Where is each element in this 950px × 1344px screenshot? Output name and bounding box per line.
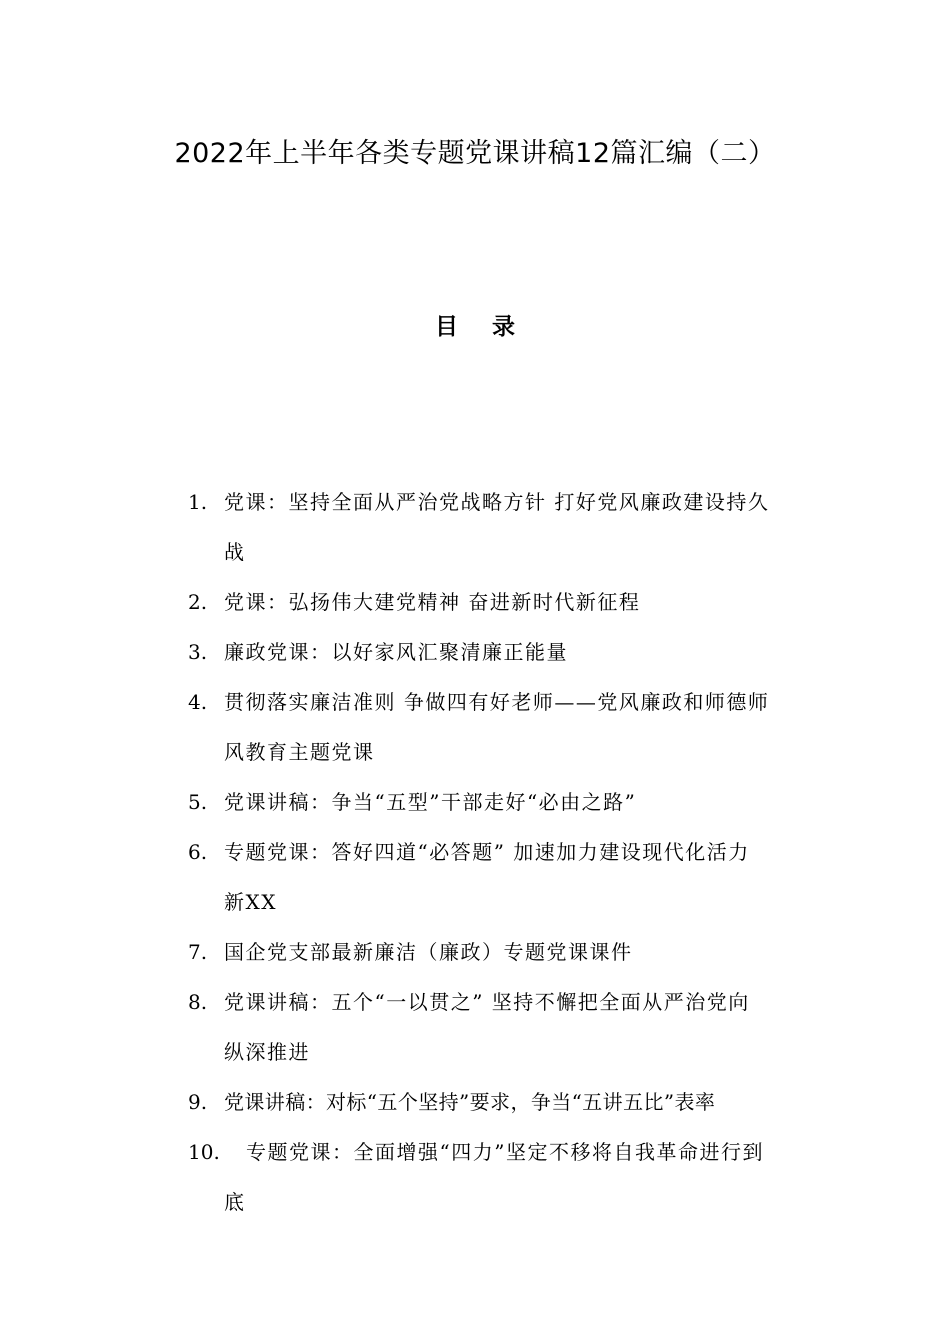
toc-item-3[interactable]	[0, 627, 950, 677]
toc-item-number: 8.	[188, 990, 208, 1014]
toc-item-number: 4.	[188, 690, 208, 714]
toc-item-9[interactable]	[0, 1077, 950, 1127]
toc-item-line: 新XX	[224, 890, 277, 914]
toc-item-number: 9.	[188, 1090, 208, 1114]
toc-item-text	[224, 477, 804, 577]
toc-item-text	[224, 1077, 804, 1127]
toc-item-7[interactable]	[0, 927, 950, 977]
toc-item-6[interactable]	[0, 827, 950, 927]
toc-item-8[interactable]	[0, 977, 950, 1077]
toc-heading-char-2: 录	[492, 314, 515, 340]
toc-item-text	[224, 927, 804, 977]
toc-item-text	[224, 1127, 806, 1227]
document-title: 2022年上半年各类专题党课讲稿12篇汇编（二）	[174, 138, 776, 169]
toc-item-text	[224, 677, 804, 777]
toc-item-10[interactable]	[0, 1127, 950, 1227]
toc-item-number: 6.	[188, 840, 208, 864]
toc-item-4[interactable]	[0, 677, 950, 777]
toc-item-line: 战	[224, 540, 246, 564]
toc-item-line: 底	[224, 1190, 246, 1214]
toc-heading-char-1: 目	[435, 314, 458, 340]
toc-item-line: 纵深推进	[224, 1040, 310, 1064]
toc-item-line: 贯彻落实廉洁准则 争做四有好老师——党风廉政和师德师	[224, 690, 770, 714]
toc-list	[0, 477, 950, 1227]
toc-item-text	[224, 977, 804, 1077]
toc-item-line: 专题党课：答好四道“必答题” 加速加力建设现代化活力	[224, 840, 750, 864]
toc-item-line: 风教育主题党课	[224, 740, 375, 764]
toc-item-text	[224, 577, 804, 627]
toc-item-number: 10.	[188, 1140, 220, 1164]
toc-item-line: 廉政党课：以好家风汇聚清廉正能量	[224, 640, 568, 664]
toc-item-2[interactable]	[0, 577, 950, 627]
toc-item-line: 党课讲稿：五个“一以贯之” 坚持不懈把全面从严治党向	[224, 990, 750, 1014]
toc-heading	[0, 312, 950, 342]
toc-item-number: 7.	[188, 940, 208, 964]
toc-item-text	[224, 627, 804, 677]
toc-item-line: 专题党课：全面增强“四力”坚定不移将自我革命进行到	[246, 1140, 764, 1164]
toc-item-5[interactable]	[0, 777, 950, 827]
toc-item-line: 国企党支部最新廉洁（廉政）专题党课课件	[224, 940, 633, 964]
toc-item-line: 党课：弘扬伟大建党精神 奋进新时代新征程	[224, 590, 641, 614]
toc-item-number: 1.	[188, 490, 208, 514]
toc-item-number: 5.	[188, 790, 208, 814]
toc-item-line: 党课：坚持全面从严治党战略方针 打好党风廉政建设持久	[224, 490, 770, 514]
toc-item-number: 2.	[188, 590, 208, 614]
toc-item-text	[224, 777, 804, 827]
toc-item-number: 3.	[188, 640, 208, 664]
toc-item-line: 党课讲稿：争当“五型”干部走好“必由之路”	[224, 790, 637, 814]
toc-item-line: 党课讲稿：对标“五个坚持”要求，争当“五讲五比”表率	[224, 1090, 716, 1114]
toc-item-text	[224, 827, 804, 927]
toc-item-1[interactable]	[0, 477, 950, 577]
